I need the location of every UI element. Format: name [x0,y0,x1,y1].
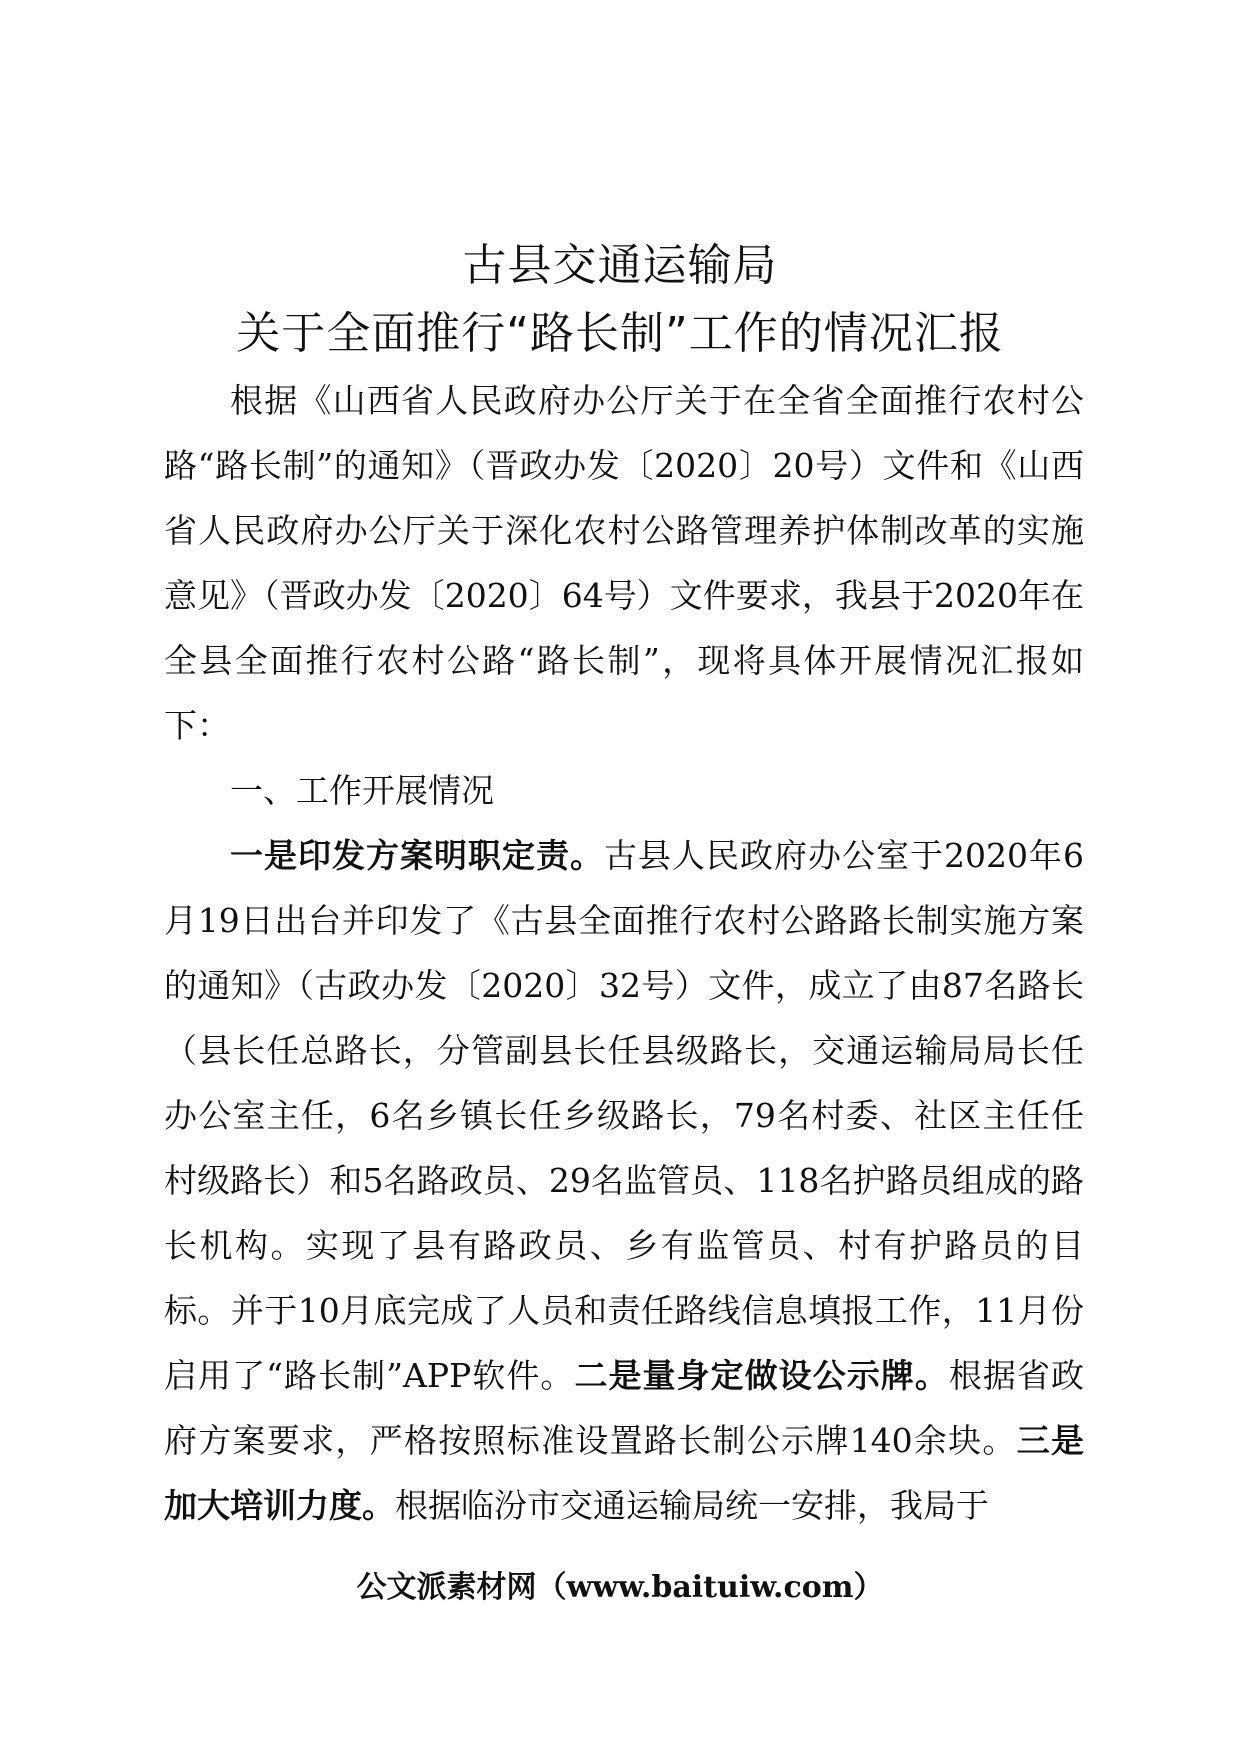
point1-lead: 一是印发方案明职定责。 [230,836,605,875]
footer-watermark: 公文派素材网（www.baituiw.com） [356,1570,884,1605]
document-title-line1: 古县交通运输局 [462,240,778,291]
point3-text: 根据临汾市交通运输局统一安排，我局于 [395,1486,989,1525]
intro-paragraph: 根据《山西省人民政府办公厅关于在全省全面推行农村公路“路长制”的通知》（晋政办发〔2020〕20号）文件和《山西省人民政府办公厅关于深化农村公路管理养护体制改革的实施意见》（晋政办发〔2020〕64号）文件要求，我县于2020年在全县全面推行农村公路“路长制”，现将具体开展情况汇报如下： [164,381,1084,745]
section-heading: 一、工作开展情况 [230,771,494,810]
document-title-line2: 关于全面推行“路长制”工作的情况汇报 [236,308,1004,359]
point3-lead: 三是加大培训力度。 [164,1421,1084,1525]
point1-text: 古县人民政府办公室于2020年6月19日出台并印发了《古县全面推行农村公路路长制实施方案的通知》（古政办发〔2020〕32号）文件，成立了由87名路长（县长任总路长，分管副县长任县级路长，交通运输局局长任办公室主任，6名乡镇长任乡级路长，79名村委、社区主任任村级路长）和5名路政员、29名监管员、118名护路员组成的路长机构。实现了县有路政员、乡有监管员、村有护路员的目标。并于10月底完成了人员和责任路线信息填报工作，11月份启用了“路长制”APP软件。 [164,836,1085,1395]
point2-lead: 二是量身定做设公示牌。 [574,1356,949,1395]
point2-text: 根据省政府方案要求，严格按照标准设置路长制公示牌140余块。 [164,1356,1085,1460]
document-body [164,368,1084,1538]
work-paragraph [164,823,1084,1538]
